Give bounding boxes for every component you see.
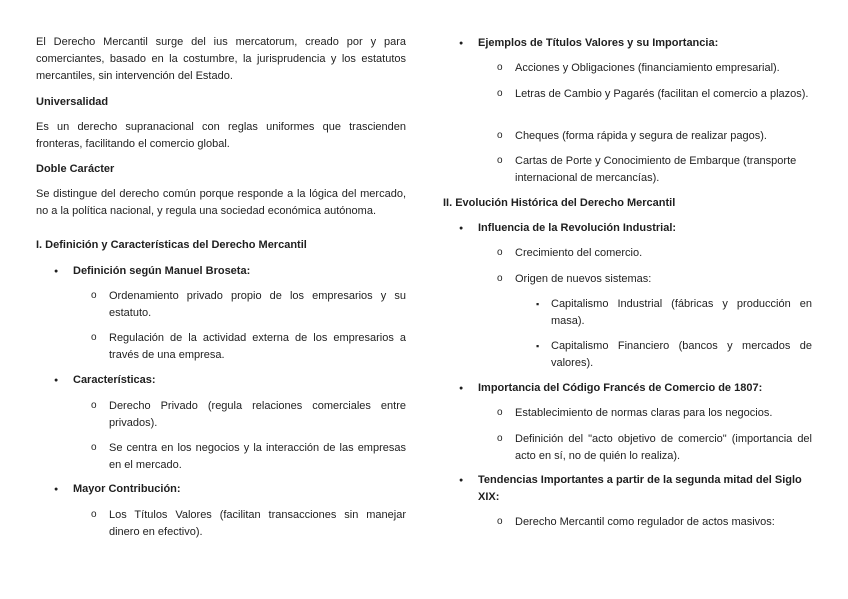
bullet-broseta: ● Definición según Manuel Broseta: [73, 263, 406, 280]
list-item: o Definición del "acto objetivo de comercio" (importancia del acto en sí, no de quién lo realiza). [515, 431, 812, 465]
list-item: o Letras de Cambio y Pagarés (facilitan el comercio a plazos). [515, 86, 812, 103]
bullet-ejemplos: ● Ejemplos de Títulos Valores y su Importancia: [478, 35, 812, 52]
bullet-codigo-frances: ● Importancia del Código Francés de Comercio de 1807: [478, 380, 812, 397]
bullet-mayor-contribucion: ● Mayor Contribución: [73, 481, 406, 498]
bullet-tendencias: ● Tendencias Importantes a partir de la segunda mitad del Siglo XIX: [478, 472, 812, 506]
list-item: o Se centra en los negocios y la interacción de las empresas en el mercado. [109, 440, 406, 474]
list-item: o Cartas de Porte y Conocimiento de Embarque (transporte internacional de mercancías). [515, 153, 812, 187]
list-item: o Establecimiento de normas claras para los negocios. [515, 405, 812, 422]
doble-caracter-heading: Doble Carácter [36, 163, 115, 175]
intro-paragraph: El Derecho Mercantil surge del ius mercatorum, creado por y para comerciantes, basado en la costumbre, la jurisprudencia y los estatutos mercantiles, sin intervención del Estado. [36, 36, 406, 82]
list-item: o Ordenamiento privado propio de los empresarios y su estatuto. [109, 288, 406, 322]
section-2-heading: II. Evolución Histórica del Derecho Mercantil [443, 197, 676, 209]
list-item: o Acciones y Obligaciones (financiamiento empresarial). [515, 60, 812, 77]
list-item: ▪ Capitalismo Industrial (fábricas y producción en masa). [551, 296, 812, 330]
list-item: o Regulación de la actividad externa de los empresarios a través de una empresa. [109, 330, 406, 364]
bullet-revolucion-industrial: ● Influencia de la Revolución Industrial: [478, 220, 812, 237]
list-item: o Derecho Privado (regula relaciones comerciales entre privados). [109, 398, 406, 432]
universalidad-heading: Universalidad [36, 96, 109, 108]
section-1-heading: I. Definición y Características del Derecho Mercantil [36, 239, 307, 251]
list-item: o Derecho Mercantil como regulador de actos masivos: [515, 514, 812, 531]
list-item: o Origen de nuevos sistemas: [515, 271, 812, 288]
list-item: o Crecimiento del comercio. [515, 245, 812, 262]
bullet-caracteristicas: ● Características: [73, 372, 406, 389]
list-item: ▪ Capitalismo Financiero (bancos y mercados de valores). [551, 338, 812, 372]
universalidad-paragraph: Es un derecho supranacional con reglas uniformes que trascienden fronteras, facilitando el comercio global. [36, 121, 406, 150]
list-item: o Los Títulos Valores (facilitan transacciones sin manejar dinero en efectivo). [109, 507, 406, 541]
doble-caracter-paragraph: Se distingue del derecho común porque responde a la lógica del mercado, no a la política nacional, y regula una sociedad económica autónoma. [36, 188, 406, 217]
list-item: o Cheques (forma rápida y segura de realizar pagos). [515, 128, 812, 145]
